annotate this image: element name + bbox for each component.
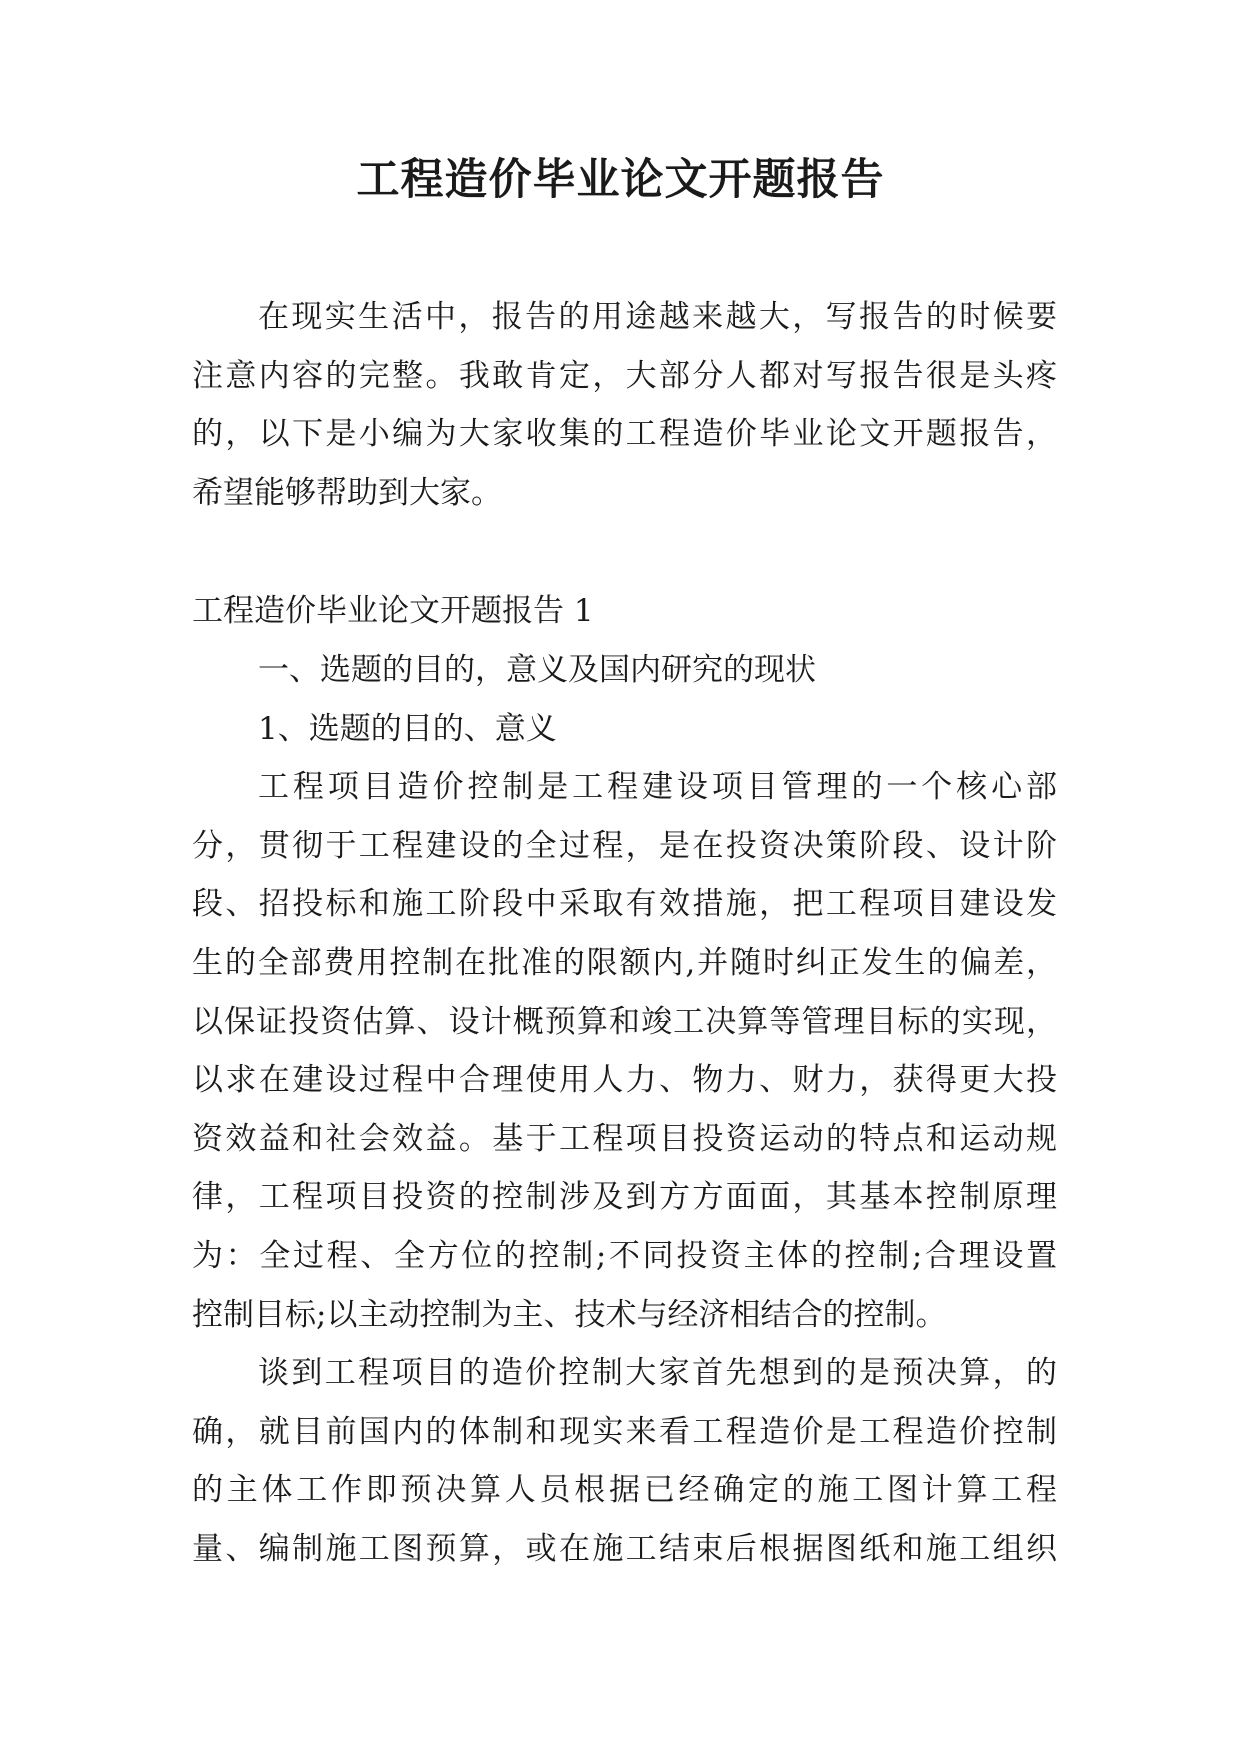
paragraph-gap (192, 522, 1057, 582)
text-line: 以保证投资估算、设计概预算和竣工决算等管理目标的实现， (192, 1003, 1057, 1040)
text-line: 以求在建设过程中合理使用人力、物力、财力，获得更大投 (192, 1062, 1057, 1099)
text-line: 控制目标;以主动控制为主、技术与经济相结合的控制。 (192, 1296, 947, 1333)
text-line: 的主体工作即预决算人员根据已经确定的施工图计算工程 (192, 1472, 1057, 1509)
text-line: 工程项目造价控制是工程建设项目管理的一个核心部 (258, 769, 1057, 806)
document-body (192, 288, 1057, 1578)
intro-paragraph (192, 288, 1057, 522)
text-line: 谈到工程项目的造价控制大家首先想到的是预决算，的 (258, 1355, 1057, 1392)
paragraph-2 (192, 1344, 1057, 1578)
heading-1: 一、选题的目的，意义及国内研究的现状 (258, 651, 816, 688)
text-line: 律，工程项目投资的控制涉及到方方面面，其基本控制原理 (192, 1179, 1057, 1216)
text-line: 的，以下是小编为大家收集的工程造价毕业论文开题报告， (192, 416, 1057, 453)
heading-1-1: 1、选题的目的、意义 (258, 710, 557, 747)
text-line: 为：全过程、全方位的控制;不同投资主体的控制;合理设置 (192, 1237, 1057, 1274)
text-line: 段、招投标和施工阶段中采取有效措施，把工程项目建设发 (192, 886, 1057, 923)
text-line: 确，就目前国内的体制和现实来看工程造价是工程造价控制 (192, 1413, 1057, 1450)
text-line: 注意内容的完整。我敢肯定，大部分人都对写报告很是头疼 (192, 357, 1057, 394)
document-title: 工程造价毕业论文开题报告 (356, 155, 885, 205)
text-line: 资效益和社会效益。基于工程项目投资运动的特点和运动规 (192, 1120, 1057, 1157)
text-line: 量、编制施工图预算，或在施工结束后根据图纸和施工组织 (192, 1530, 1057, 1567)
text-line: 生的全部费用控制在批准的限额内,并随时纠正发生的偏差， (192, 944, 1057, 981)
text-line: 分，贯彻于工程建设的全过程，是在投资决策阶段、设计阶 (192, 827, 1057, 864)
text-line: 在现实生活中，报告的用途越来越大，写报告的时候要 (258, 299, 1057, 335)
text-line: 希望能够帮助到大家。 (192, 474, 502, 511)
section-title: 工程造价毕业论文开题报告 1 (192, 593, 594, 630)
paragraph-1 (192, 758, 1057, 1344)
